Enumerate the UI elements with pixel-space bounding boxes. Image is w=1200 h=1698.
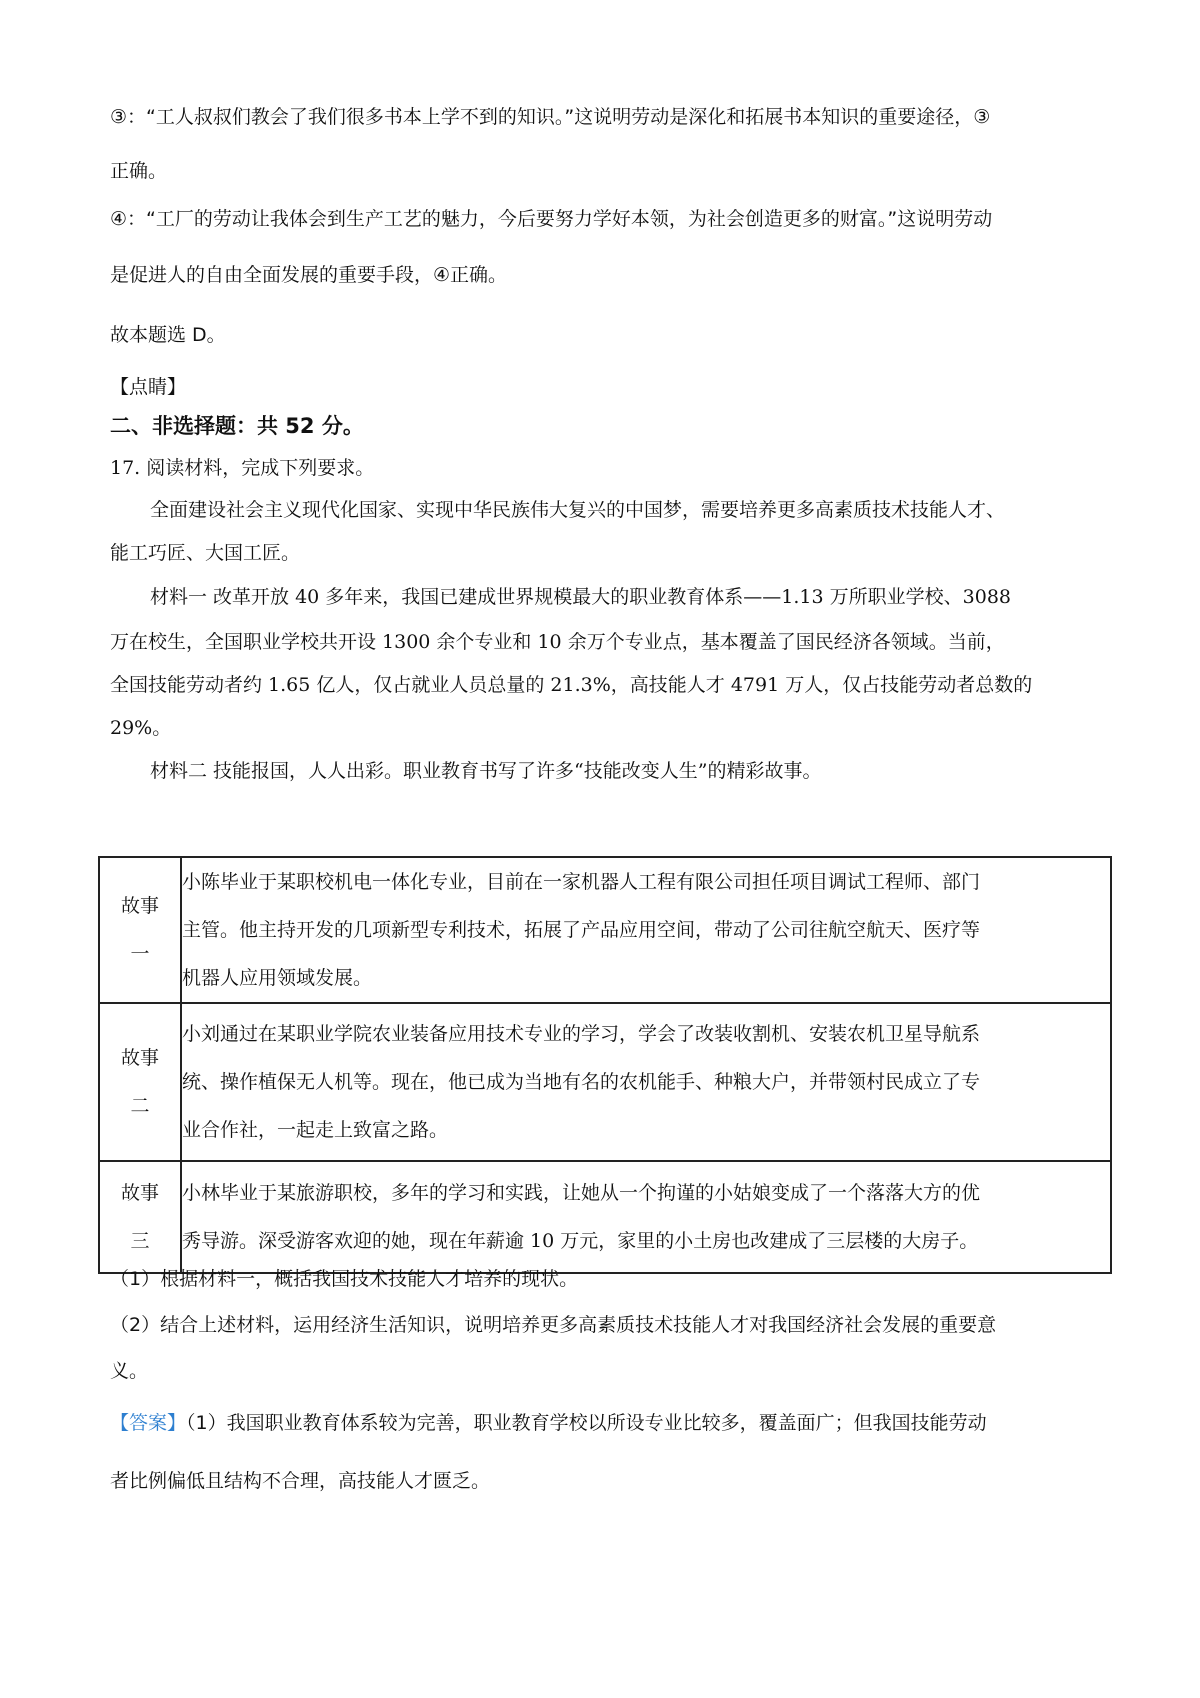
story-text-line: 小刘通过在某职业学院农业装备应用技术专业的学习，学会了改装收割机、安装农机卫星导航系 [182, 1023, 981, 1045]
sub-question-1: （1）根据材料一，概括我国技术技能人才培养的现状。 [110, 1268, 579, 1290]
question-17-stem: 17. 阅读材料，完成下列要求。 [110, 457, 375, 479]
intro-line-1: 全面建设社会主义现代化国家、实现中华民族伟大复兴的中国梦，需要培养更多高素质技术技能人才、 [150, 499, 1006, 521]
story-row [99, 857, 1111, 1003]
story-label-line-2: 三 [130, 1230, 150, 1252]
material-1-line-3: 全国技能劳动者约 1.65 亿人，仅占就业人员总量的 21.3%，高技能人才 4791 万人，仅占技能劳动者总数的 [110, 674, 1033, 696]
story-label-line-1: 故事 [120, 1047, 159, 1069]
material-1-line-4: 29%。 [110, 717, 172, 739]
story-content [181, 1161, 1111, 1273]
dianjing-label: 【点睛】 [110, 376, 187, 398]
story-text-line: 机器人应用领域发展。 [182, 967, 373, 989]
story-label [99, 1161, 181, 1273]
story-label [99, 857, 181, 1003]
story-content [181, 1003, 1111, 1161]
story-label [99, 1003, 181, 1161]
analysis-item-4-line-1: ④：“工厂的劳动让我体会到生产工艺的魅力，今后要努力学好本领，为社会创造更多的财富。”这说明劳动 [110, 208, 993, 230]
section-heading: 二、非选择题：共 52 分。 [110, 414, 364, 438]
answer-text: （1）我国职业教育体系较为完善，职业教育学校以所设专业比较多，覆盖面广；但我国技能劳动 [186, 1412, 987, 1434]
story-row [99, 1003, 1111, 1161]
analysis-item-3-line-1: ③：“工人叔叔们教会了我们很多书本上学不到的知识。”这说明劳动是深化和拓展书本知识的重要途径，③ [110, 106, 991, 128]
story-text-line: 主管。他主持开发的几项新型专利技术，拓展了产品应用空间，带动了公司往航空航天、医疗等 [182, 919, 981, 941]
answer-tag: 【答案】 [110, 1412, 187, 1434]
answer-line-2: 者比例偏低且结构不合理，高技能人才匮乏。 [110, 1470, 491, 1492]
material-1-line-2: 万在校生，全国职业学校共开设 1300 余个专业和 10 余万个专业点，基本覆盖了国民经济各领域。当前， [110, 631, 1005, 653]
answer-line-1 [110, 1408, 987, 1435]
sub-question-2-line-2: 义。 [110, 1360, 149, 1382]
analysis-item-4-line-2: 是促进人的自由全面发展的重要手段，④正确。 [110, 264, 508, 286]
story-content [181, 857, 1111, 1003]
story-label-line-2: 一 [130, 943, 150, 965]
intro-line-2: 能工巧匠、大国工匠。 [110, 542, 301, 564]
story-label-line-1: 故事 [120, 895, 159, 917]
analysis-conclusion: 故本题选 D。 [110, 324, 226, 346]
material-2-line-1: 材料二 技能报国，人人出彩。职业教育书写了许多“技能改变人生”的精彩故事。 [150, 760, 822, 782]
story-text-line: 小陈毕业于某职校机电一体化专业，目前在一家机器人工程有限公司担任项目调试工程师、部门 [182, 871, 981, 893]
stories-table [98, 856, 1112, 1274]
story-text-line: 统、操作植保无人机等。现在，他已成为当地有名的农机能手、种粮大户，并带领村民成立了专 [182, 1071, 981, 1093]
story-text-line: 秀导游。深受游客欢迎的她，现在年薪逾 10 万元，家里的小土房也改建成了三层楼的大房子。 [182, 1230, 979, 1252]
story-row [99, 1161, 1111, 1273]
material-1-line-1: 材料一 改革开放 40 多年来，我国已建成世界规模最大的职业教育体系——1.13 万所职业学校、3088 [150, 586, 1011, 608]
story-text-line: 小林毕业于某旅游职校，多年的学习和实践，让她从一个拘谨的小姑娘变成了一个落落大方的优 [182, 1182, 981, 1204]
analysis-item-3-line-2: 正确。 [110, 160, 168, 182]
story-text-line: 业合作社，一起走上致富之路。 [182, 1119, 449, 1141]
story-label-line-1: 故事 [120, 1182, 159, 1204]
story-label-line-2: 二 [130, 1095, 150, 1117]
sub-question-2-line-1: （2）结合上述材料，运用经济生活知识，说明培养更多高素质技术技能人才对我国经济社会发展的重要意 [110, 1314, 997, 1336]
